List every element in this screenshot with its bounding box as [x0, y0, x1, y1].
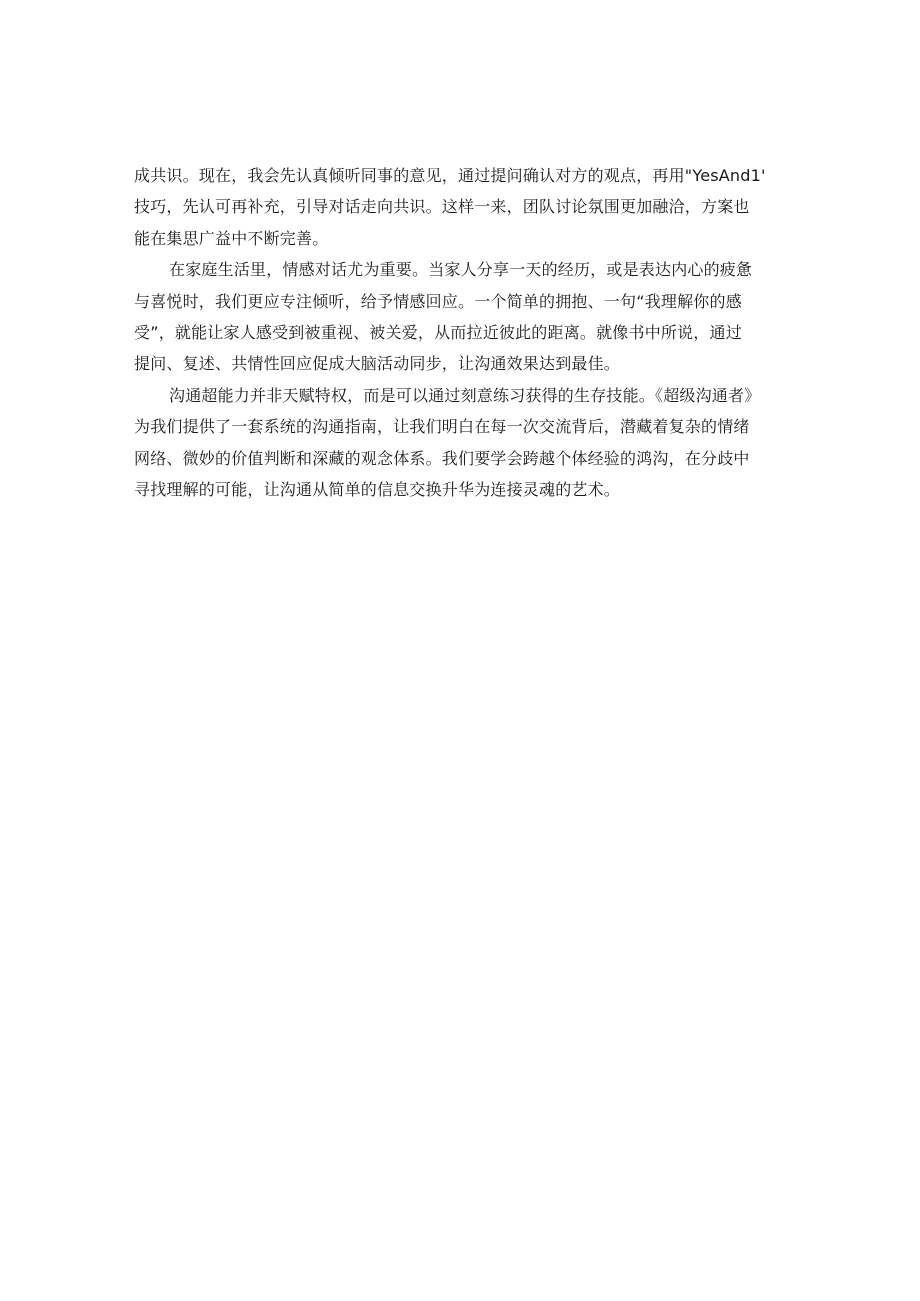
text-line: 寻找理解的可能，让沟通从简单的信息交换升华为连接灵魂的艺术。: [134, 479, 621, 499]
paragraph-3: [134, 380, 786, 506]
text-line: 成共识。现在，我会先认真倾听同事的意见，通过提问确认对方的观点，再用"YesAnd1': [134, 166, 766, 185]
paragraph-1: [134, 160, 786, 254]
text-line: 为我们提供了一套系统的沟通指南，让我们明白在每一次交流背后，潜藏着复杂的情绪: [134, 417, 750, 437]
text-line: 与喜悦时，我们更应专注倾听，给予情感回应。一个简单的拥抱、一句“我理解你的感: [134, 291, 742, 311]
text-line: 提问、复述、共情性回应促成大脑活动同步，让沟通效果达到最佳。: [134, 354, 621, 374]
text-line: 受”，就能让家人感受到被重视、被关爱，从而拉近彼此的距离。就像书中所说，通过: [134, 322, 742, 342]
text-line: 在家庭生活里，情感对话尤为重要。当家人分享一天的经历，或是表达内心的疲惫: [169, 260, 753, 280]
text-line: 网络、微妙的价值判断和深藏的观念体系。我们要学会跨越个体经验的鸿沟，在分歧中: [134, 448, 750, 468]
body-text: [134, 160, 786, 505]
paragraph-2: [134, 254, 786, 380]
text-line: 能在集思广益中不断完善。: [134, 228, 329, 248]
text-line: 技巧，先认可再补充，引导对话走向共识。这样一来，团队讨论氛围更加融洽，方案也: [134, 197, 750, 217]
text-line: 沟通超能力并非天赋特权，而是可以通过刻意练习获得的生存技能。《超级沟通者》: [169, 385, 761, 405]
